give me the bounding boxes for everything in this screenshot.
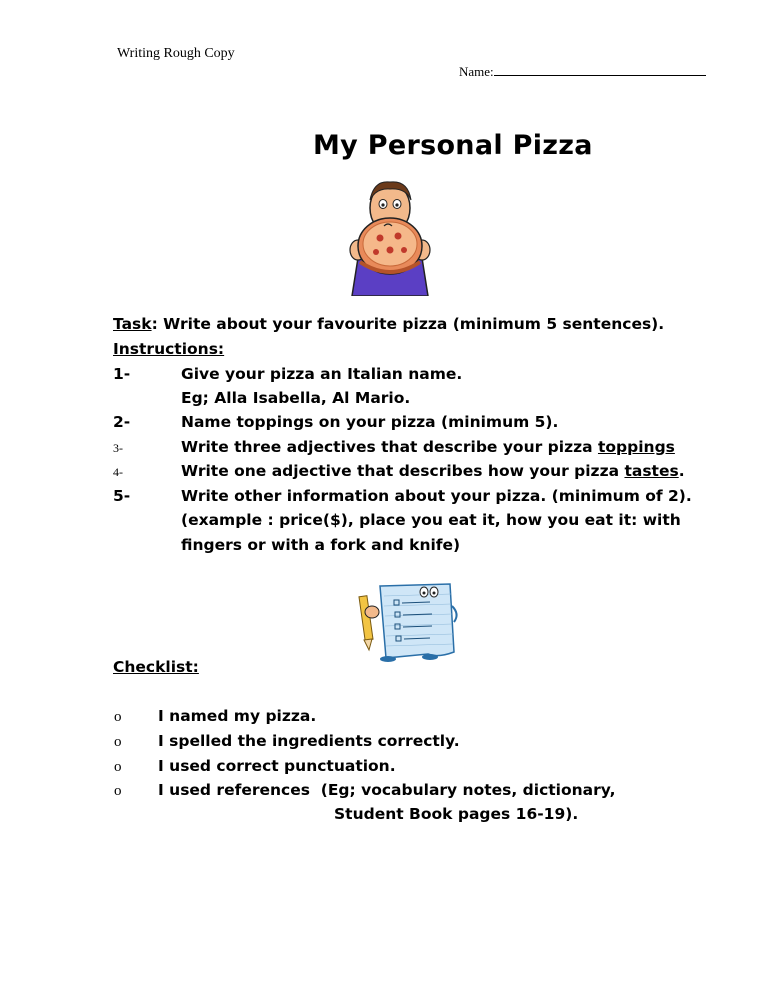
- task-text: : Write about your favourite pizza (minimum 5 sentences).: [151, 315, 665, 333]
- checklist-item: I named my pizza.: [158, 707, 317, 725]
- checklist-character-icon: [358, 582, 462, 662]
- instruction-text: [181, 462, 685, 480]
- name-label: Name:: [459, 64, 494, 79]
- instruction-emphasis: toppings: [597, 438, 675, 456]
- header-label: Writing Rough Copy: [117, 46, 235, 61]
- instruction-text: Eg; Alla Isabella, Al Mario.: [181, 389, 411, 407]
- instruction-number: 3-: [113, 441, 123, 455]
- name-blank-line: [494, 63, 706, 76]
- instruction-number: 4-: [113, 465, 123, 479]
- instruction-text: [181, 438, 675, 456]
- instruction-number: 5-: [113, 487, 131, 505]
- checklist-bullet: o: [114, 783, 122, 799]
- instruction-text: Name toppings on your pizza (minimum 5).: [181, 413, 559, 431]
- checklist-bullet: o: [114, 709, 122, 725]
- instruction-text: Give your pizza an Italian name.: [181, 365, 463, 383]
- task-label: Task: [113, 315, 152, 333]
- name-field: [459, 63, 706, 80]
- instruction-text-part: .: [678, 462, 685, 480]
- checklist-label: Checklist:: [113, 658, 199, 676]
- instruction-text: Write other information about your pizza. (minimum of 2).: [181, 487, 692, 505]
- instruction-number: 2-: [113, 413, 131, 431]
- person-eating-pizza-icon: [348, 178, 432, 296]
- checklist-item: I used correct punctuation.: [158, 757, 396, 775]
- instruction-text-part: Write three adjectives that describe your pizza: [181, 438, 598, 456]
- instruction-text-part: Write one adjective that describes how your pizza: [181, 462, 625, 480]
- checklist-item: I spelled the ingredients correctly.: [158, 732, 460, 750]
- checklist-bullet: o: [114, 734, 122, 750]
- instruction-emphasis: tastes: [624, 462, 679, 480]
- instructions-label: Instructions:: [113, 340, 225, 358]
- instruction-text: fingers or with a fork and knife): [181, 536, 461, 554]
- instruction-text: (example : price($), place you eat it, how you eat it: with: [181, 511, 681, 529]
- page-title: My Personal Pizza: [313, 130, 593, 161]
- instruction-number: 1-: [113, 365, 131, 383]
- checklist-item-continuation: Student Book pages 16-19).: [334, 805, 579, 823]
- task-line: [113, 315, 664, 333]
- checklist-bullet: o: [114, 759, 122, 775]
- checklist-item: I used references (Eg; vocabulary notes, dictionary,: [158, 781, 616, 799]
